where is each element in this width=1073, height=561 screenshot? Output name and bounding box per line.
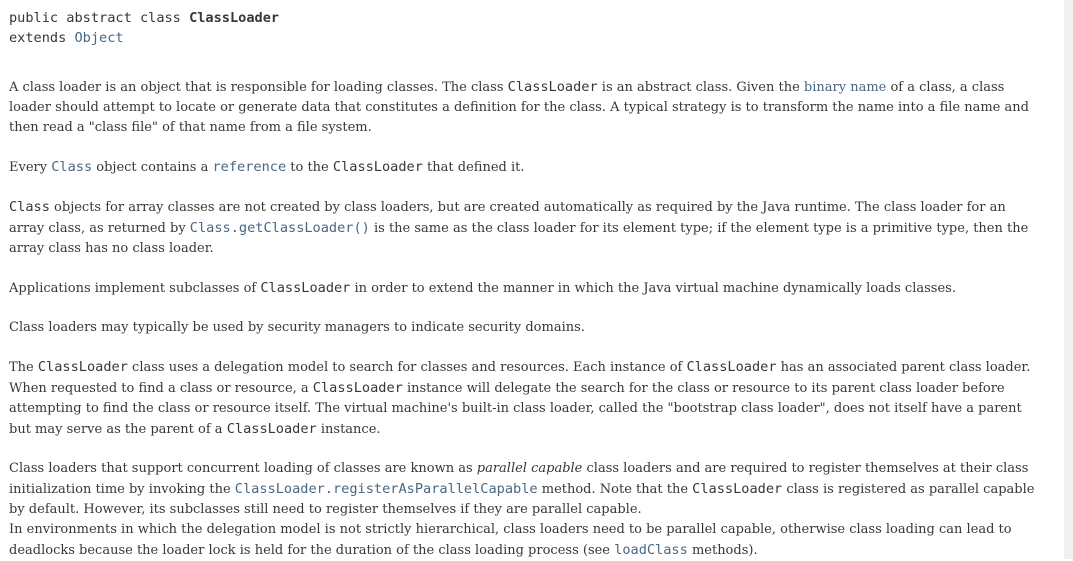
text: Every [9,160,52,175]
text: to the [286,160,333,175]
load-class-link[interactable]: loadClass [614,542,688,558]
description-paragraph-7 [9,459,1039,561]
text: methods). [687,543,758,558]
code-classloader: ClassLoader [260,280,351,296]
text: Class loaders may typically be used by security managers to indicate security domains. [9,320,585,335]
class-description [9,0,1039,561]
text: object contains a [92,160,213,175]
description-paragraph-2 [9,157,1039,178]
class-name: ClassLoader [189,10,280,26]
code-classloader: ClassLoader [507,79,598,95]
parallel-capable-term: parallel capable [476,461,583,476]
description-paragraph-4 [9,278,1039,299]
text: in order to extend the manner in which the Java virtual machine dynamically loads classes. [350,281,956,296]
text: method. Note that the [537,482,693,497]
text: instance will delegate the search for the class or resource to its parent class loader before attempting to find the class or resource itself. The virtual machine's built-in class loader, called the "bootstrap class loader", does not itself have a parent but may serve as the parent of a [9,381,1022,437]
description-paragraph-6 [9,357,1039,440]
get-class-loader-link[interactable]: Class.getClassLoader() [189,220,370,236]
code-classloader: ClassLoader [226,421,317,437]
code-classloader: ClassLoader [332,159,423,175]
text: objects for array classes are not created by class loaders, but are created automatically as required by the Java runtime. The class loader for an array class, as returned by [9,200,1006,236]
class-signature [9,0,1039,48]
signature-modifiers: public abstract class [9,10,190,26]
text: Class loaders that support concurrent loading of classes are known as [9,461,477,476]
description-paragraph-1 [9,77,1039,138]
class-link[interactable]: Class [51,159,93,175]
code-classloader: ClassLoader [312,380,403,396]
code-classloader: ClassLoader [692,481,783,497]
text: class loaders and are required to register themselves at their class initialization time by invoking the [9,461,1029,497]
text: of a class, a class loader should attempt to locate or generate data that constitutes a definition for the class. A typical strategy is to transform the name into a file name and then read a "class file" of that name from a file system. [9,80,1029,135]
text: that defined it. [422,160,525,175]
text: class is registered as parallel capable by default. However, its subclasses still need to register themselves if they are parallel capable. [9,482,1035,517]
extends-keyword: extends [9,30,75,46]
text: In environments in which the delegation model is not strictly hierarchical, class loaders need to be parallel capable, otherwise class loading can lead to deadlocks because the loader lock is held for the duration of the class loading process (see [9,522,1012,558]
reference-link[interactable]: reference [212,159,287,175]
vertical-scrollbar[interactable] [1064,0,1073,559]
text: class uses a delegation model to search for classes and resources. Each instance of [127,360,687,375]
code-classloader: ClassLoader [37,359,128,375]
code-class: Class [9,199,50,215]
text: Applications implement subclasses of [9,281,261,296]
register-as-parallel-capable-link[interactable]: ClassLoader.registerAsParallelCapable [234,481,538,497]
description-paragraph-5 [9,318,1039,338]
superclass-link[interactable]: Object [74,30,124,46]
text: instance. [316,422,381,437]
description-paragraph-3 [9,197,1039,259]
text: is an abstract class. Given the [597,80,804,95]
text: is the same as the class loader for its element type; if the element type is a primitive type, then the array class has no class loader. [9,221,1029,256]
text: has an associated parent class loader. When requested to find a class or resource, a [9,360,1031,396]
code-classloader: ClassLoader [686,359,777,375]
text: A class loader is an object that is responsible for loading classes. The class [9,80,508,95]
binary-name-link[interactable]: binary name [803,80,887,95]
text: The [9,360,38,375]
